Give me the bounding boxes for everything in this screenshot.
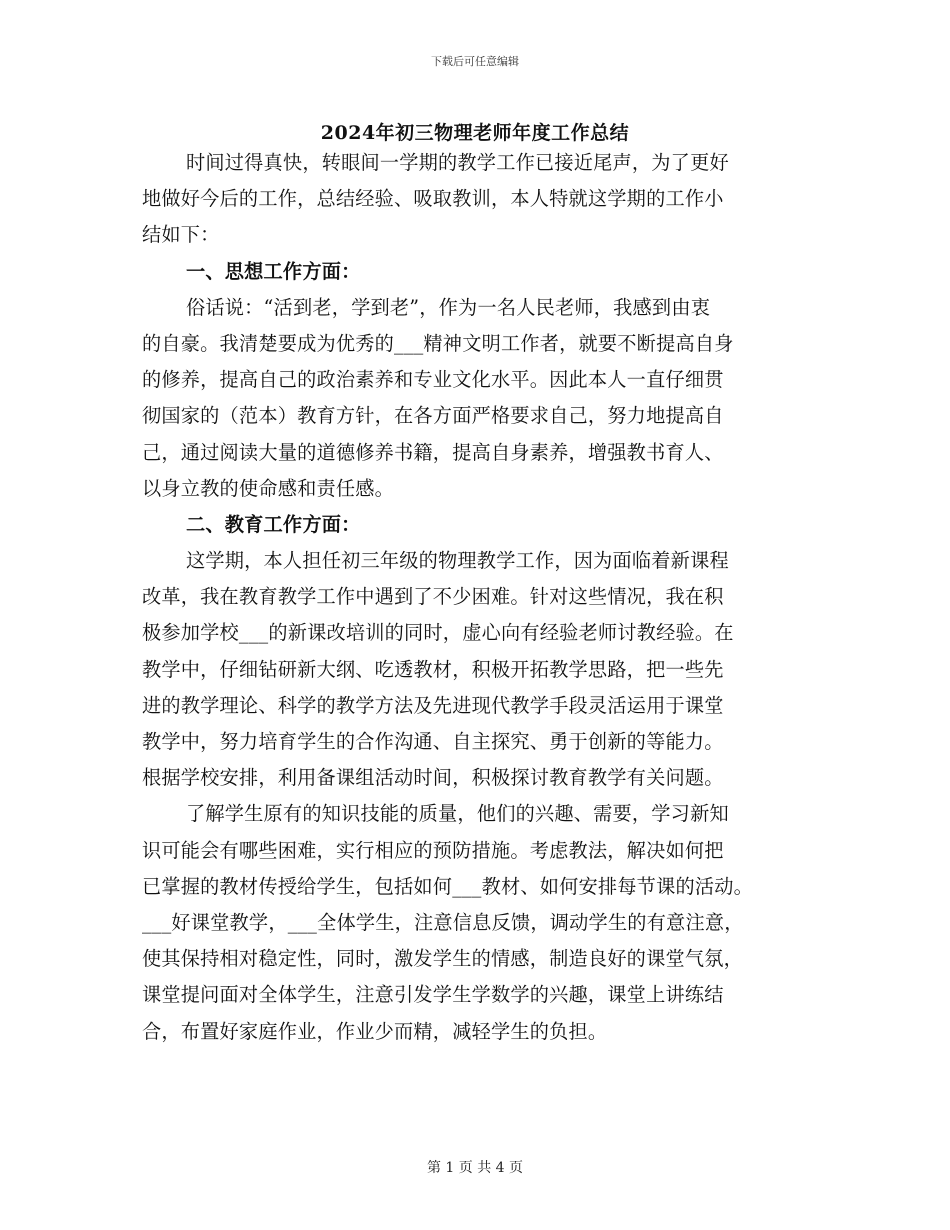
text-line: 这学期，本人担任初三年级的物理教学工作，因为面临着新课程 (186, 549, 729, 573)
text-line: 合，布置好家庭作业，作业少而精，减轻学生的负担。 (142, 1019, 608, 1043)
page-header: 下载后可任意编辑 (431, 55, 519, 68)
text-line: 使其保持相对稳定性，同时，激发学生的情感，制造良好的课堂气氛， (142, 947, 744, 971)
text-line: 结如下： (142, 223, 220, 247)
text-line: 进的教学理论、科学的教学方法及先进现代教学手段灵活运用于课堂 (142, 693, 724, 717)
text-line: 改革，我在教育教学工作中遇到了不少困难。针对这些情况，我在积 (142, 585, 724, 609)
text-line: 俗话说：“活到老，学到老”，作为一名人民老师，我感到由衷 (186, 295, 711, 319)
text-line: 极参加学校___的新课改培训的同时，虚心向有经验老师讨教经验。在 (142, 621, 734, 645)
text-line: 教学中，仔细钻研新大纲、吃透教材，积极开拓教学思路，把一些先 (142, 657, 724, 681)
text-line: 地做好今后的工作，总结经验、吸取教训，本人特就这学期的工作小 (142, 187, 724, 211)
text-line: 的自豪。我清楚要成为优秀的___精神文明工作者，就要不断提高自身 (142, 331, 734, 355)
text-line: 课堂提问面对全体学生，注意引发学生学数学的兴趣，课堂上讲练结 (142, 983, 724, 1007)
section-heading: 二、教育工作方面： (186, 512, 361, 536)
document-body (142, 150, 812, 1055)
text-line: ___好课堂教学，___全体学生，注意信息反馈，调动学生的有意注意， (142, 910, 744, 934)
text-line: 以身立教的使命感和责任感。 (142, 476, 395, 500)
text-line: 己，通过阅读大量的道德修养书籍，提高自身素养，增强教书育人、 (142, 440, 724, 464)
text-line: 已掌握的教材传授给学生，包括如何___教材、如何安排每节课的活动。 (142, 874, 754, 898)
text-line: 识可能会有哪些困难，实行相应的预防措施。考虑教法，解决如何把 (142, 838, 724, 862)
text-line: 时间过得真快，转眼间一学期的教学工作已接近尾声，为了更好 (186, 151, 729, 174)
text-line: 的修养，提高自己的政治素养和专业文化水平。因此本人一直仔细贯 (142, 368, 724, 392)
text-line: 彻国家的（范本）教育方针，在各方面严格要求自己，努力地提高自 (142, 404, 724, 428)
text-line: 了解学生原有的知识技能的质量，他们的兴趣、需要，学习新知 (186, 802, 729, 826)
section-heading: 一、思想工作方面： (186, 259, 361, 283)
page-footer: 第 1 页 共 4 页 (426, 1160, 524, 1176)
document-title: 2024年初三物理老师年度工作总结 (320, 122, 630, 144)
text-line: 根据学校安排，利用备课组活动时间，积极探讨教育教学有关问题。 (142, 766, 724, 790)
text-line: 教学中，努力培育学生的合作沟通、自主探究、勇于创新的等能力。 (142, 730, 724, 753)
